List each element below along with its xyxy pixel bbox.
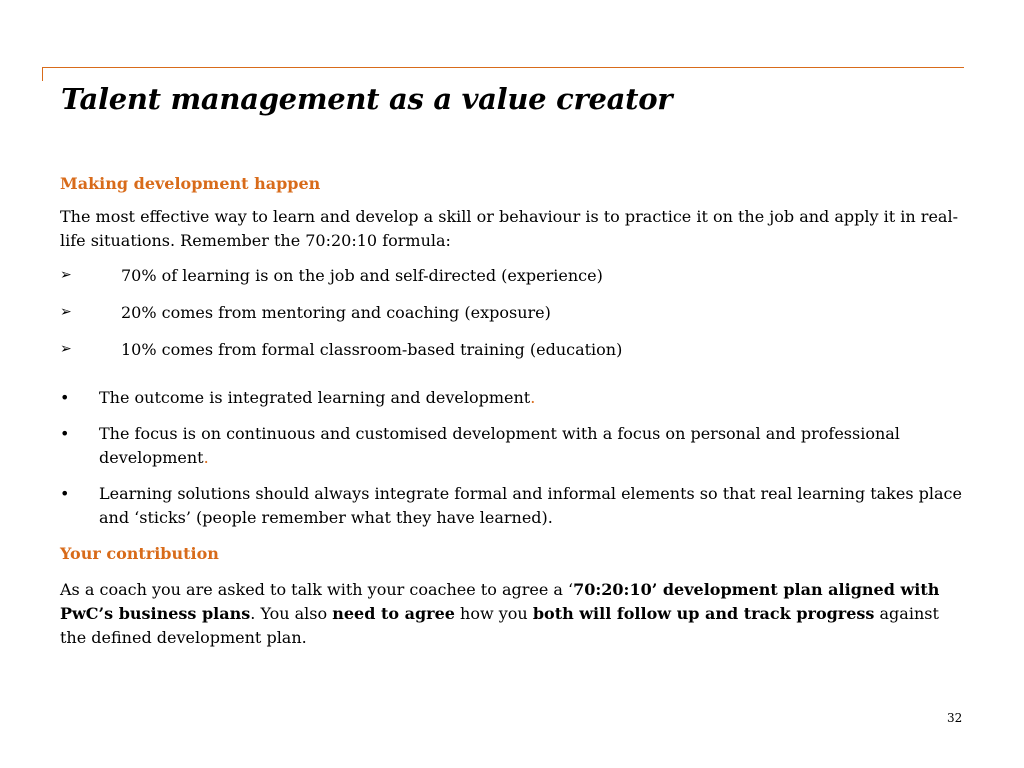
slide-title: Talent management as a value creator [61,82,673,116]
list-item-text: The outcome is integrated learning and development. [99,388,536,407]
header-rule-tick [42,67,43,81]
list-item-text: 20% comes from mentoring and coaching (exposure) [121,303,551,322]
list-item-text: 70% of learning is on the job and self-directed (experience) [121,266,603,285]
page-number: 32 [947,711,963,725]
list-item [60,482,970,530]
bullet-dot-icon: • [60,484,70,503]
list-item [60,337,970,362]
slide-body [60,172,970,650]
formula-list [60,263,970,362]
principles-list [60,386,970,530]
arrow-bullet-icon: ➢ [60,304,72,320]
section-heading-development: Making development happen [60,174,321,193]
bullet-dot-icon: • [60,424,70,443]
arrow-bullet-icon: ➢ [60,267,72,283]
list-item-text: 10% comes from formal classroom-based training (education) [121,340,623,359]
list-item-text: The focus is on continuous and customised development with a focus on personal and professional development. [99,424,900,467]
intro-paragraph: The most effective way to learn and develop a skill or behaviour is to practice it on the job and apply it in real-life situations. Remember the 70:20:10 formula: [60,207,958,250]
list-item [60,300,970,325]
list-item [60,263,970,288]
list-item [60,422,970,470]
list-item [60,386,970,410]
list-item-text: Learning solutions should always integrate formal and informal elements so that real learning takes place and ‘sticks’ (people remember what they have learned). [99,484,962,527]
header-rule [42,67,964,68]
section-heading-contribution: Your contribution [60,544,219,563]
arrow-bullet-icon: ➢ [60,341,72,357]
contribution-paragraph: As a coach you are asked to talk with your coachee to agree a ‘70:20:10’ development plan aligned with PwC’s business plans. You also need to agree how you both will follow up and track progress against the defined development plan. [60,580,940,647]
bullet-dot-icon: • [60,388,70,407]
